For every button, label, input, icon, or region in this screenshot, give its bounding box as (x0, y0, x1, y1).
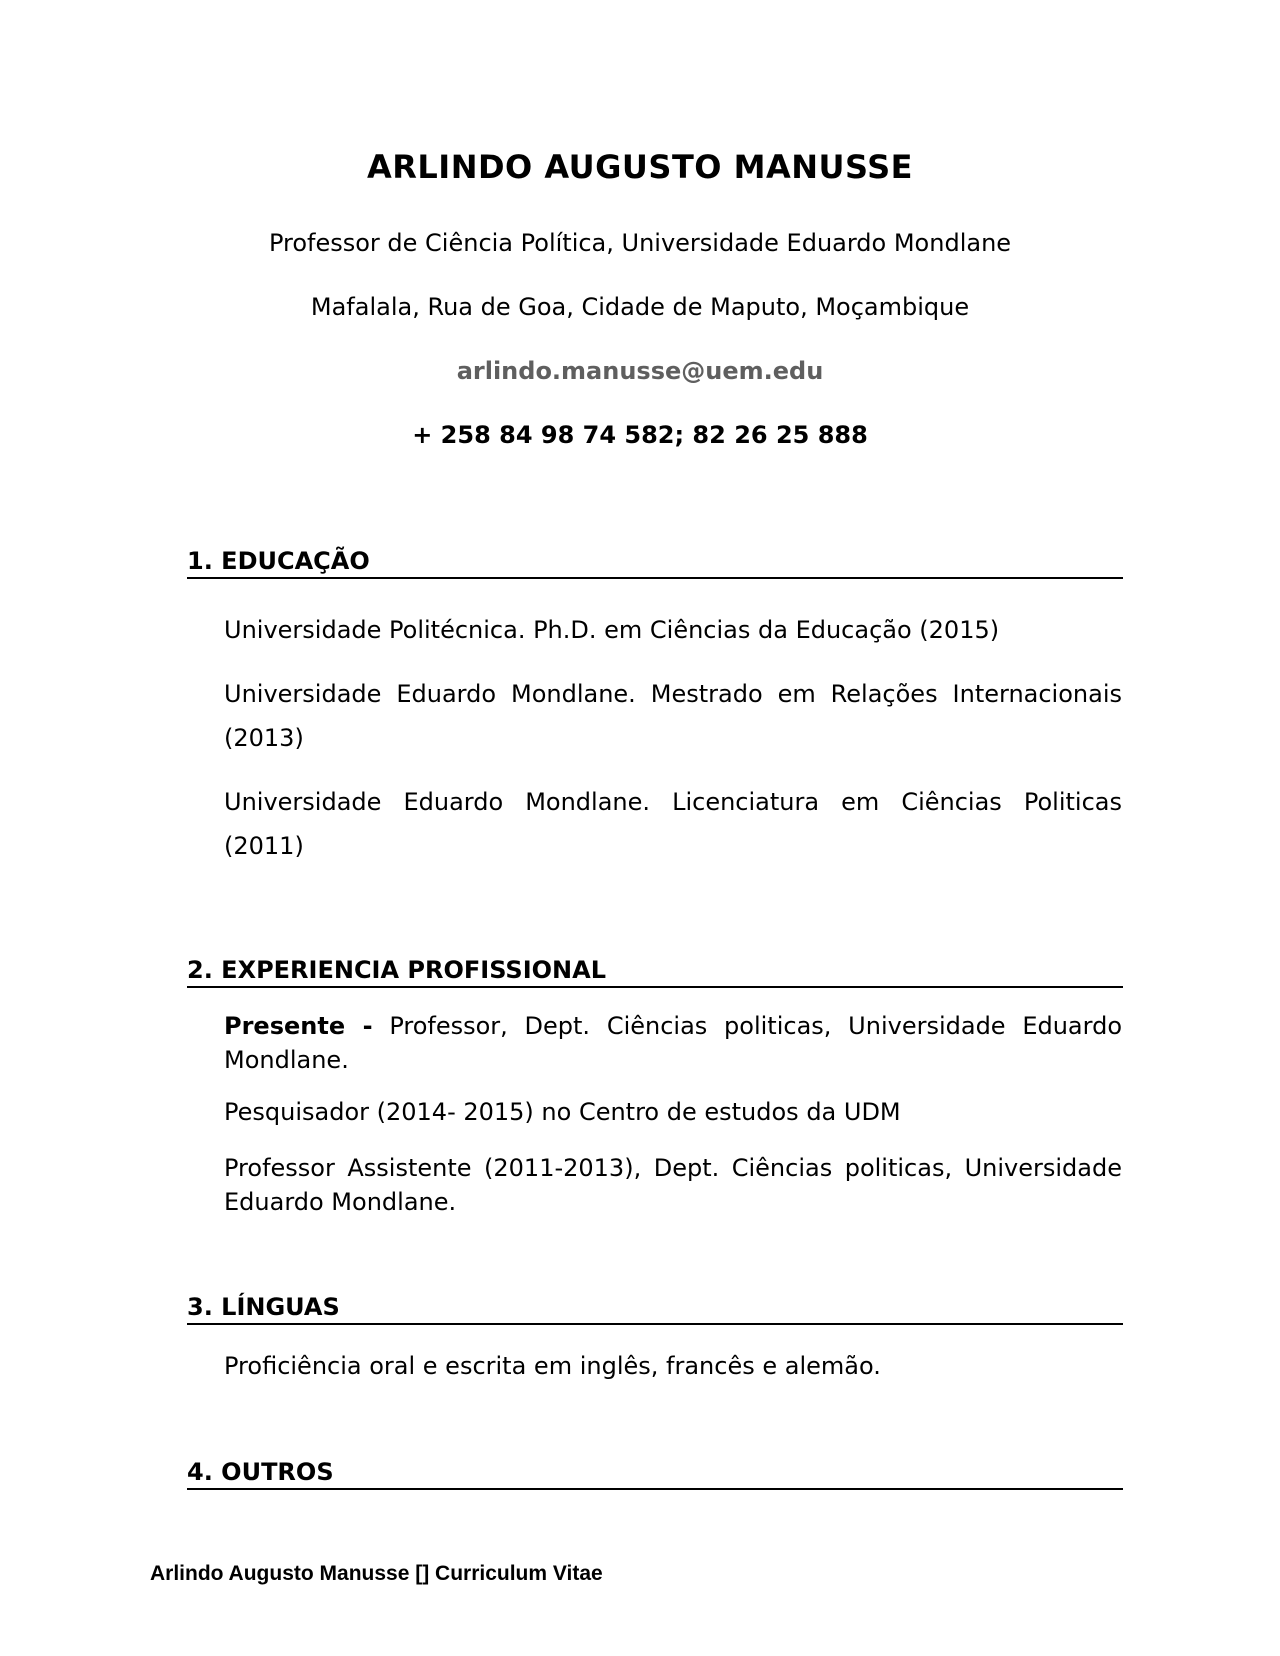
candidate-address: Mafalala, Rua de Goa, Cidade de Maputo, Moçambique (310, 293, 970, 321)
education-item: Universidade Eduardo Mondlane. Licenciatura em Ciências Politicas (2011) (224, 788, 1122, 860)
candidate-phone: + 258 84 98 74 582; 82 26 25 888 (412, 421, 868, 449)
page-footer: Arlindo Augusto Manusse [] Curriculum Vitae (150, 1562, 603, 1585)
section-title-education: 1. EDUCAÇÃO (187, 546, 1123, 579)
education-item: Universidade Politécnica. Ph.D. em Ciências da Educação (2015) (224, 616, 1000, 644)
languages-item: Proficiência oral e escrita em inglês, francês e alemão. (224, 1352, 881, 1380)
experience-item: Pesquisador (2014- 2015) no Centro de estudos da UDM (224, 1098, 901, 1126)
candidate-position: Professor de Ciência Política, Universidade Eduardo Mondlane (268, 229, 1012, 257)
section-title-experience: 2. EXPERIENCIA PROFISSIONAL (187, 955, 1123, 988)
experience-item-current (224, 1009, 1122, 1077)
experience-item: Professor Assistente (2011-2013), Dept. Ciências politicas, Universidade Eduardo Mondlane. (224, 1154, 1122, 1216)
candidate-name: ARLINDO AUGUSTO MANUSSE (366, 148, 913, 186)
section-title-others: 4. OUTROS (187, 1457, 1123, 1490)
candidate-email[interactable]: arlindo.manusse@uem.edu (456, 357, 824, 385)
section-title-languages: 3. LÍNGUAS (187, 1292, 1123, 1325)
experience-current-text: Professor, Dept. Ciências politicas, Universidade Eduardo Mondlane. (224, 1012, 1122, 1074)
experience-current-label: Presente - (224, 1012, 373, 1040)
education-item: Universidade Eduardo Mondlane. Mestrado em Relações Internacionais (2013) (224, 680, 1122, 752)
